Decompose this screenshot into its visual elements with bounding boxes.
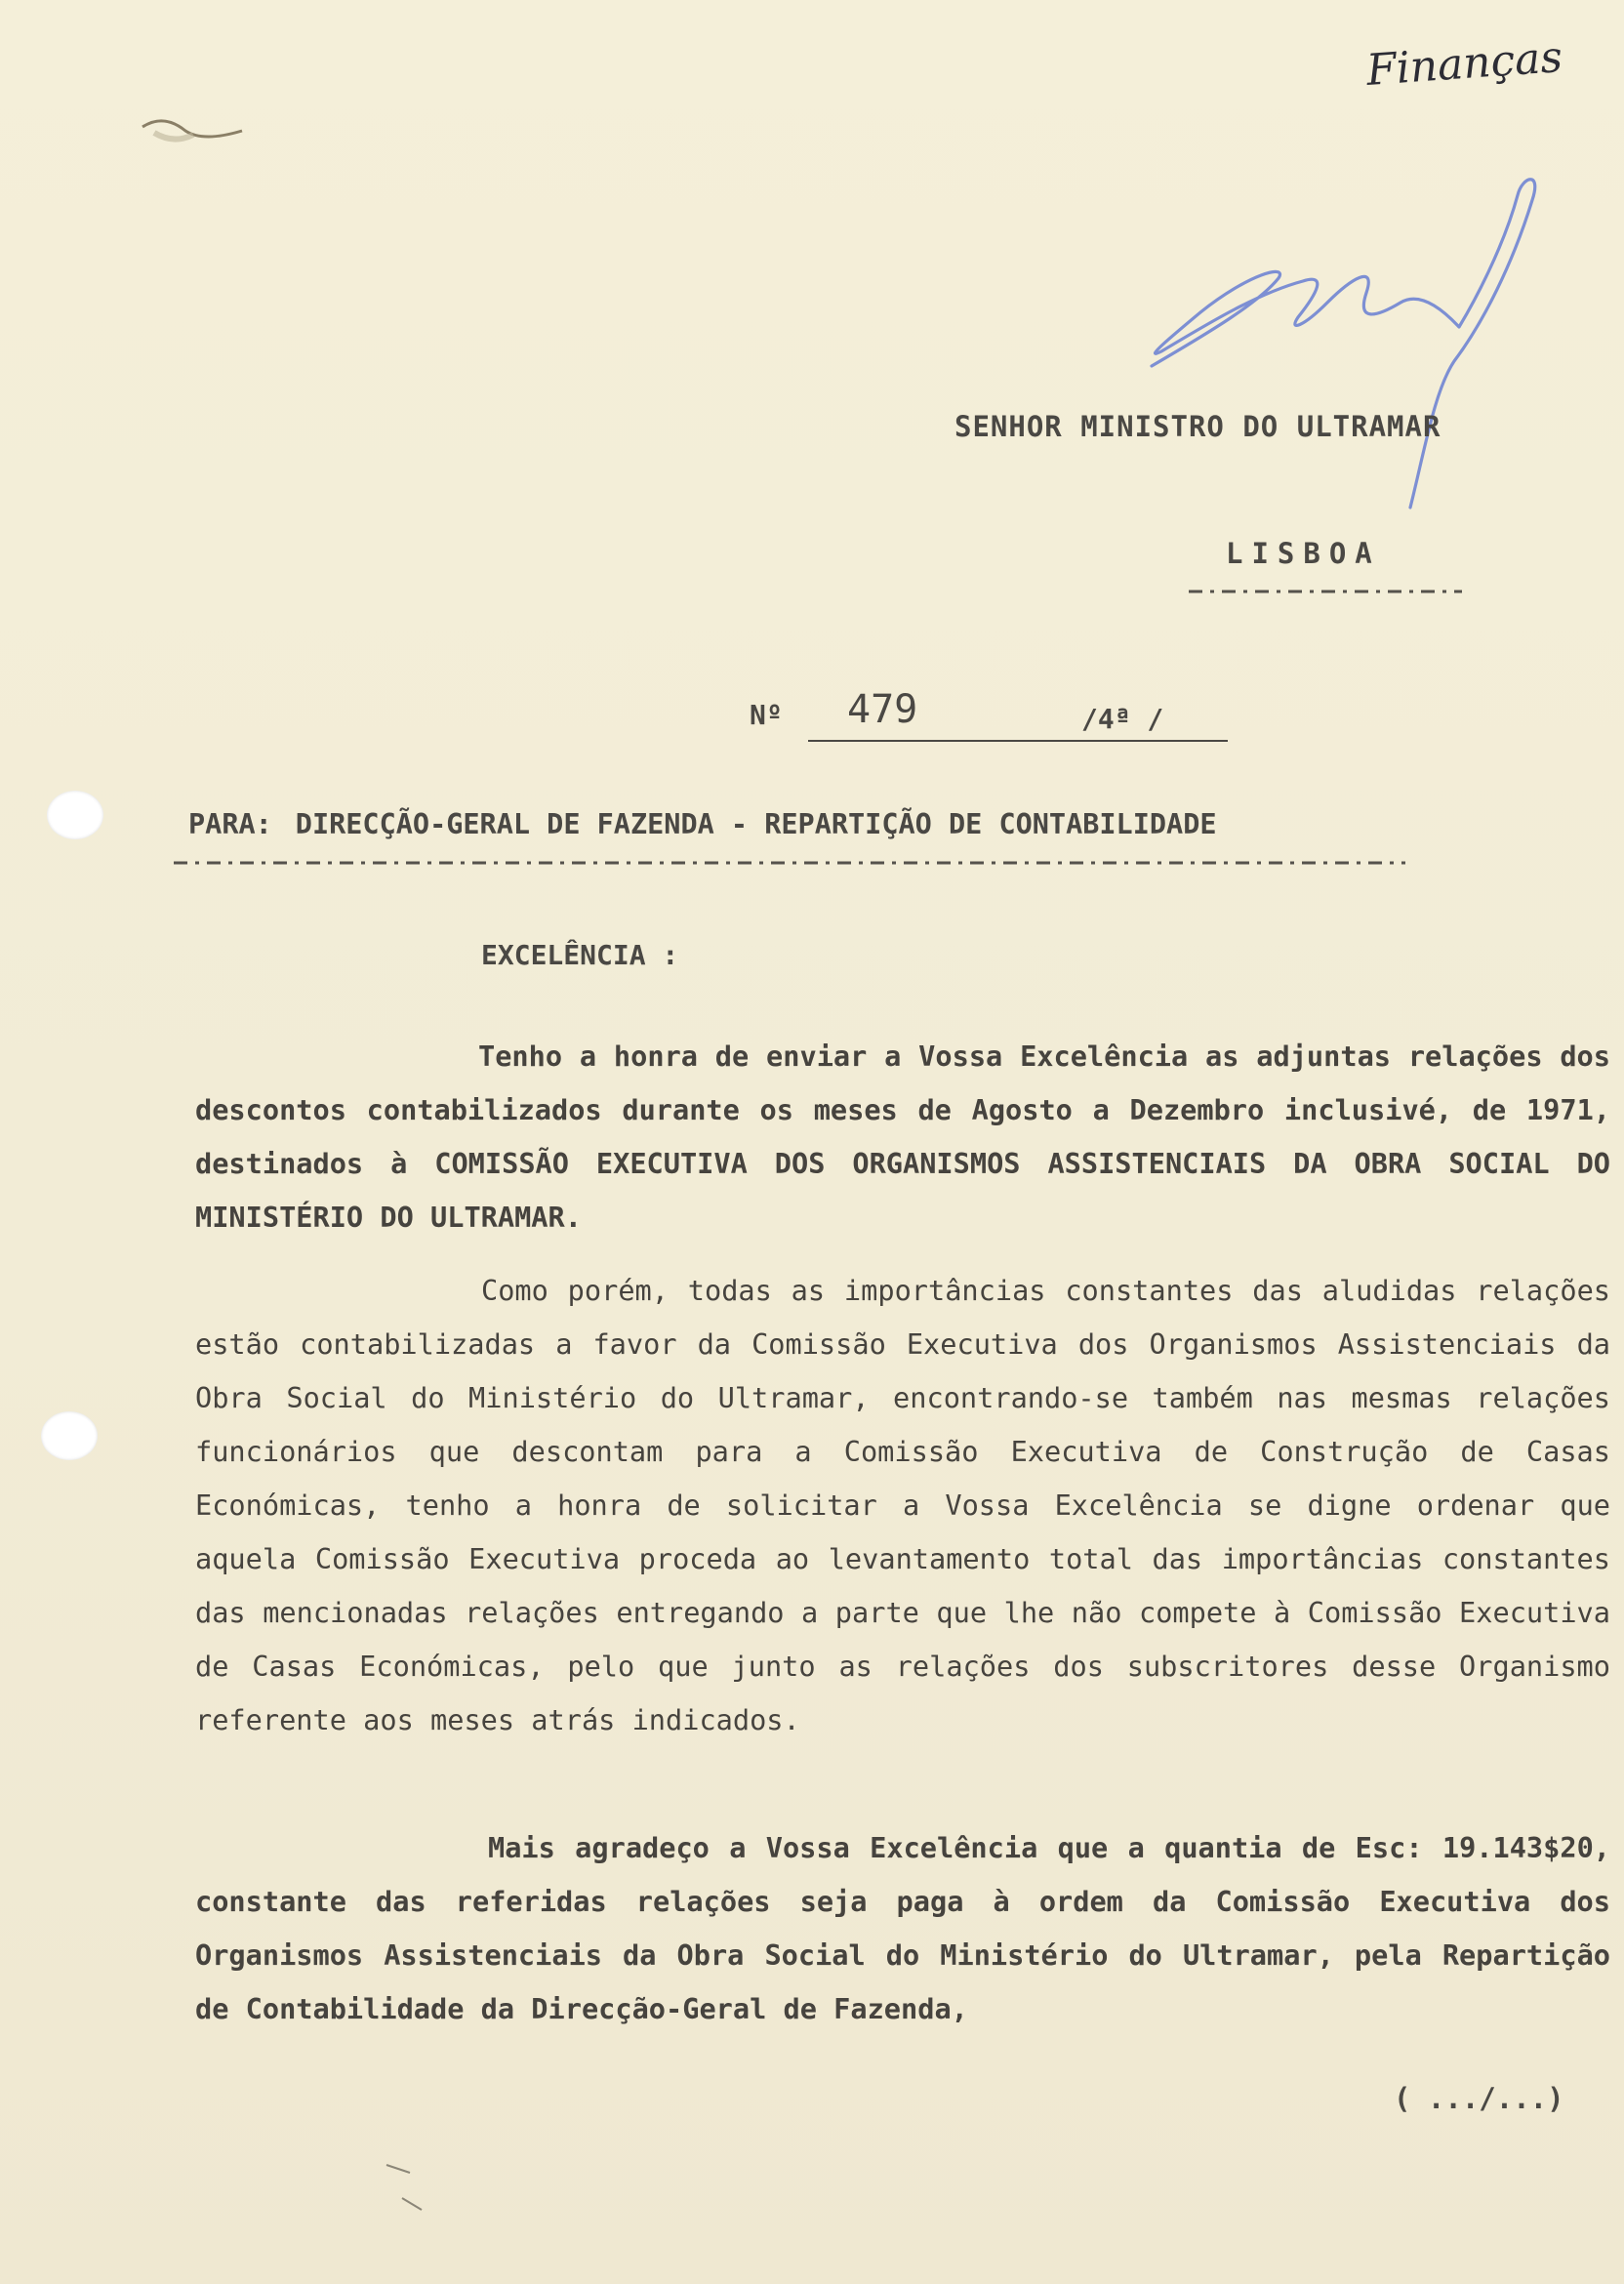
- pencil-mark: [383, 2159, 441, 2218]
- paragraph-3: Mais agradeço a Vossa Excelência que a quantia de Esc: 19.143$20, constante das referidas relações seja paga à ordem da Comissão Executiva dos Organismos Assistenciais da Obra Social do Ministério do Ultramar, pela Repartição de Contabilidade da Direcção-Geral de Fazenda,: [195, 1831, 1610, 2025]
- handwritten-note: Finanças: [1364, 32, 1564, 96]
- reference-underline: [808, 740, 1228, 742]
- paragraph-1: Tenho a honra de enviar a Vossa Excelência as adjuntas relações dos descontos contabilizados durante os meses de Agosto a Dezembro inclusivé, de 1971, destinados à COMISSÃO EXECUTIVA DOS ORGANISMOS ASSISTENCIAIS DA OBRA SOCIAL DO MINISTÉRIO DO ULTRAMAR.: [195, 1040, 1610, 1234]
- city: LISBOA: [1226, 537, 1381, 570]
- recipient-line: [188, 808, 1217, 840]
- recipient-dash-underline: [174, 857, 1405, 869]
- punch-hole-top: [47, 791, 103, 839]
- city-dash-underline: [1189, 586, 1462, 597]
- recipient-text: DIRECÇÃO-GERAL DE FAZENDA - REPARTIÇÃO DE CONTABILIDADE: [295, 808, 1217, 840]
- reference-value: 479: [847, 687, 918, 732]
- addressee: SENHOR MINISTRO DO ULTRAMAR: [954, 410, 1441, 443]
- reference-suffix: /4ª /: [1081, 703, 1164, 735]
- paragraph-2: Como porém, todas as importâncias constantes das aludidas relações estão contabilizadas a favor da Comissão Executiva dos Organismos Assistenciais da Obra Social do Ministério do Ultramar, encontrando-se também nas mesmas relações funcionários que descontam para a Comissão Executiva de Construção de Casas Económicas, tenho a honra de solicitar a Vossa Excelência se digne ordenar que aquela Comissão Executiva proceda ao levantamento total das importâncias constantes das mencionadas relações entregando a parte que lhe não compete à Comissão Executiva de Casas Económicas, pelo que junto as relações dos subscritores desse Organismo referente aos meses atrás indicados.: [195, 1274, 1610, 1736]
- recipient-label: PARA:: [188, 808, 272, 840]
- paper-tear-mark: [135, 105, 252, 154]
- continuation-mark: ( .../...): [1394, 2082, 1564, 2115]
- punch-hole-bottom: [41, 1411, 98, 1460]
- salutation: EXCELÊNCIA :: [481, 939, 679, 971]
- reference-number: [750, 687, 1164, 735]
- signature: [1132, 156, 1562, 527]
- reference-label: Nº: [750, 699, 783, 731]
